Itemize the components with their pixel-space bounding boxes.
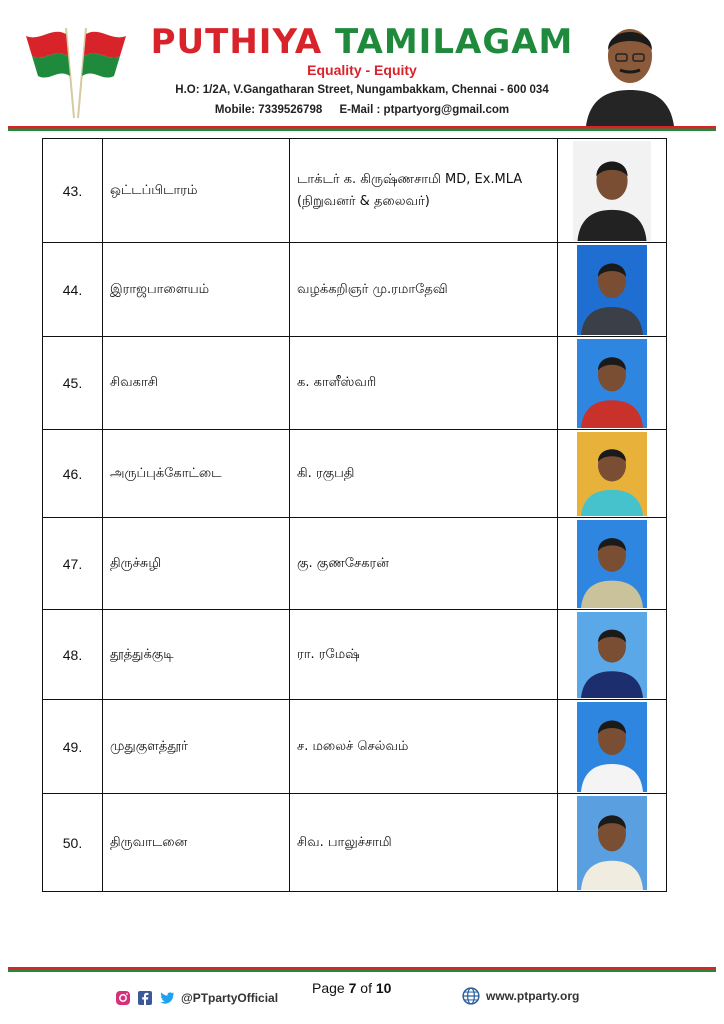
photo-cell	[558, 610, 667, 700]
page-number	[312, 980, 391, 996]
party-name-part2: TAMILAGAM	[334, 22, 574, 62]
candidate-photo	[577, 339, 647, 428]
page-prefix: Page	[312, 980, 349, 996]
social-handle[interactable]: @PTpartyOfficial	[181, 991, 279, 1005]
serial-number: 44.	[43, 243, 103, 337]
candidate-cell	[290, 610, 558, 700]
candidate-row	[43, 430, 667, 518]
candidate-name: வழக்கறிஞர் மு.ரமாதேவி	[297, 281, 448, 297]
party-motto: Equality - Equity	[307, 62, 417, 78]
candidate-role: (நிறுவனர் & தலைவர்)	[297, 193, 430, 209]
page-current: 7	[348, 980, 357, 996]
candidate-name: ரா. ரமேஷ்	[297, 646, 360, 662]
instagram-icon[interactable]	[115, 990, 131, 1006]
candidate-cell	[290, 243, 558, 337]
constituency-name: திருச்சுழி	[103, 518, 290, 610]
photo-cell	[558, 430, 667, 518]
candidate-name: கு. குணசேகரன்	[297, 555, 389, 571]
globe-icon	[462, 987, 480, 1005]
candidate-photo	[573, 141, 651, 241]
serial-number: 43.	[43, 139, 103, 243]
photo-cell	[558, 700, 667, 794]
page-total: 10	[375, 980, 392, 996]
candidate-cell	[290, 430, 558, 518]
candidate-row	[43, 337, 667, 430]
page-mid: of	[356, 980, 376, 996]
facebook-icon[interactable]	[137, 990, 153, 1006]
party-name	[146, 22, 578, 62]
constituency-name: திருவாடனை	[103, 794, 290, 892]
candidate-cell	[290, 794, 558, 892]
head-office-address: H.O: 1/2A, V.Gangatharan Street, Nungambakkam, Chennai - 600 034	[175, 84, 549, 96]
candidate-photo	[577, 612, 647, 698]
constituency-name: சிவகாசி	[103, 337, 290, 430]
candidate-cell	[290, 518, 558, 610]
website-url[interactable]: www.ptparty.org	[486, 989, 580, 1003]
candidate-row	[43, 139, 667, 243]
candidate-cell	[290, 139, 558, 243]
header-divider	[8, 126, 716, 131]
serial-number: 50.	[43, 794, 103, 892]
candidate-table	[42, 138, 667, 892]
mobile-number: Mobile: 7339526798	[214, 104, 323, 116]
serial-number: 49.	[43, 700, 103, 794]
candidate-name: க. காளீஸ்வரி	[297, 375, 377, 390]
candidate-name: ச. மலைச் செல்வம்	[297, 738, 409, 754]
footer-divider	[8, 967, 716, 972]
candidate-row	[43, 243, 667, 337]
candidate-photo	[577, 245, 647, 335]
constituency-name: தூத்துக்குடி	[103, 610, 290, 700]
candidate-cell	[290, 337, 558, 430]
twitter-icon[interactable]	[159, 990, 175, 1006]
photo-cell	[558, 518, 667, 610]
letterhead	[0, 0, 724, 130]
candidate-name: கி. ரகுபதி	[297, 465, 355, 481]
party-flags-logo	[22, 22, 130, 122]
serial-number: 47.	[43, 518, 103, 610]
photo-cell	[558, 243, 667, 337]
candidate-cell	[290, 700, 558, 794]
photo-cell	[558, 337, 667, 430]
constituency-name: முதுகுளத்தூர்	[103, 700, 290, 794]
party-name-part1: PUTHIYA	[150, 22, 323, 62]
candidate-name: டாக்டர் க. கிருஷ்ணசாமி MD, Ex.MLA	[297, 171, 523, 187]
photo-cell	[558, 794, 667, 892]
candidate-row	[43, 700, 667, 794]
constituency-name: அருப்புக்கோட்டை	[103, 430, 290, 518]
candidate-row	[43, 610, 667, 700]
email-address: E-Mail : ptpartyorg@gmail.com	[339, 104, 510, 116]
candidate-row	[43, 794, 667, 892]
photo-cell	[558, 139, 667, 243]
candidate-name: சிவ. பாலுச்சாமி	[297, 834, 392, 850]
constituency-name: இராஜபாளையம்	[103, 243, 290, 337]
leader-portrait	[580, 12, 680, 126]
candidate-photo	[577, 520, 647, 608]
constituency-name: ஒட்டப்பிடாரம்	[103, 139, 290, 243]
serial-number: 48.	[43, 610, 103, 700]
candidate-photo	[577, 796, 647, 890]
candidate-row	[43, 518, 667, 610]
serial-number: 45.	[43, 337, 103, 430]
contact-line	[146, 104, 578, 116]
candidate-photo	[577, 702, 647, 792]
website	[462, 987, 579, 1005]
candidate-photo	[577, 432, 647, 516]
serial-number: 46.	[43, 430, 103, 518]
social-handles	[115, 988, 278, 1008]
